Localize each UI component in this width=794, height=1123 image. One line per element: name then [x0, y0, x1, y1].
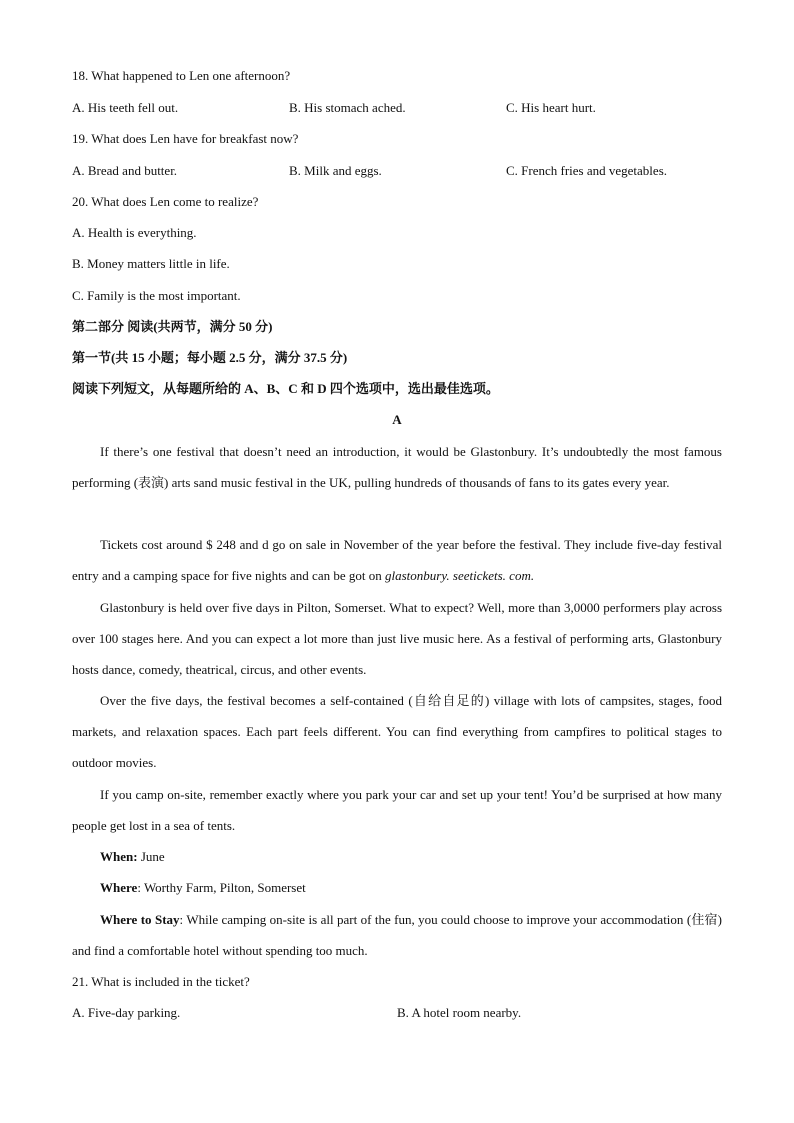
part-two-heading: 第二部分 阅读(共两节，满分 50 分)	[72, 319, 273, 334]
passage-paragraph-5: If you camp on-site, remember exactly where you park your car and set up your tent! You’d be surprised at how many people get lost in a sea of tents.	[72, 787, 722, 833]
q21-option-a: A. Five-day parking.	[72, 1005, 181, 1020]
passage-paragraph-3: Glastonbury is held over five days in Pilton, Somerset. What to expect? Well, more than 3,0000 performers play across over 100 stages here. And you can expect a lot more than just live music here. As a festival of performing arts, Glastonbury hosts dance, comedy, theatrical, circus, and other events.	[72, 600, 722, 677]
question-18: 18. What happened to Len one afternoon?	[72, 68, 291, 83]
passage-paragraph-4: Over the five days, the festival becomes a self-contained (自给自足的) village with lots of campsites, stages, food markets, and relaxation spaces. Each part feels different. You can find everything from campfires to political stages to outdoor movies.	[72, 693, 722, 770]
question-20: 20. What does Len come to realize?	[72, 194, 259, 209]
when-value: June	[137, 849, 165, 864]
when-line	[100, 849, 165, 865]
q18-option-a: A. His teeth fell out.	[72, 100, 179, 115]
q19-option-a: A. Bread and butter.	[72, 163, 178, 178]
where-line	[100, 880, 306, 896]
where-to-stay-paragraph	[72, 904, 722, 966]
ticket-website: glastonbury. seetickets. com.	[384, 568, 535, 583]
passage-paragraph-1: If there’s one festival that doesn’t need an introduction, it would be Glastonbury. It’s undoubtedly the most famous performing (表演) arts sand music festival in the UK, pulling hundreds of thousands of fans to its gates every year.	[72, 444, 722, 490]
when-label: When:	[100, 849, 138, 864]
q19-option-c: C. French fries and vegetables.	[506, 163, 668, 178]
question-19: 19. What does Len have for breakfast now?	[72, 131, 299, 146]
section-one-heading: 第一节(共 15 小题；每小题 2.5 分，满分 37.5 分)	[72, 350, 348, 365]
where-value: : Worthy Farm, Pilton, Somerset	[137, 880, 306, 895]
reading-instruction: 阅读下列短文，从每题所给的 A、B、C 和 D 四个选项中，选出最佳选项。	[72, 381, 499, 396]
question-21: 21. What is included in the ticket?	[72, 974, 250, 989]
q19-option-b: B. Milk and eggs.	[289, 163, 382, 178]
stay-label: Where to Stay	[100, 912, 180, 927]
q18-option-c: C. His heart hurt.	[506, 100, 596, 115]
passage-label: A	[392, 412, 402, 427]
stay-value: : While camping on-site is all part of the fun, you could choose to improve your accommodation (住宿) and find a comfortable hotel without spending too much.	[72, 912, 722, 958]
where-label: Where	[100, 880, 138, 895]
q20-option-c: C. Family is the most important.	[72, 288, 241, 303]
q20-option-a: A. Health is everything.	[72, 225, 197, 240]
q21-option-b: B. A hotel room nearby.	[397, 1005, 522, 1020]
paragraph-2-text: Tickets cost around $ 248 and d go on sale in November of the year before the festival. They include five-day festival entry and a camping space for five nights and can be got on	[72, 537, 722, 583]
passage-paragraph-2	[72, 529, 722, 591]
q20-option-b: B. Money matters little in life.	[72, 256, 230, 271]
q18-option-b: B. His stomach ached.	[289, 100, 406, 115]
